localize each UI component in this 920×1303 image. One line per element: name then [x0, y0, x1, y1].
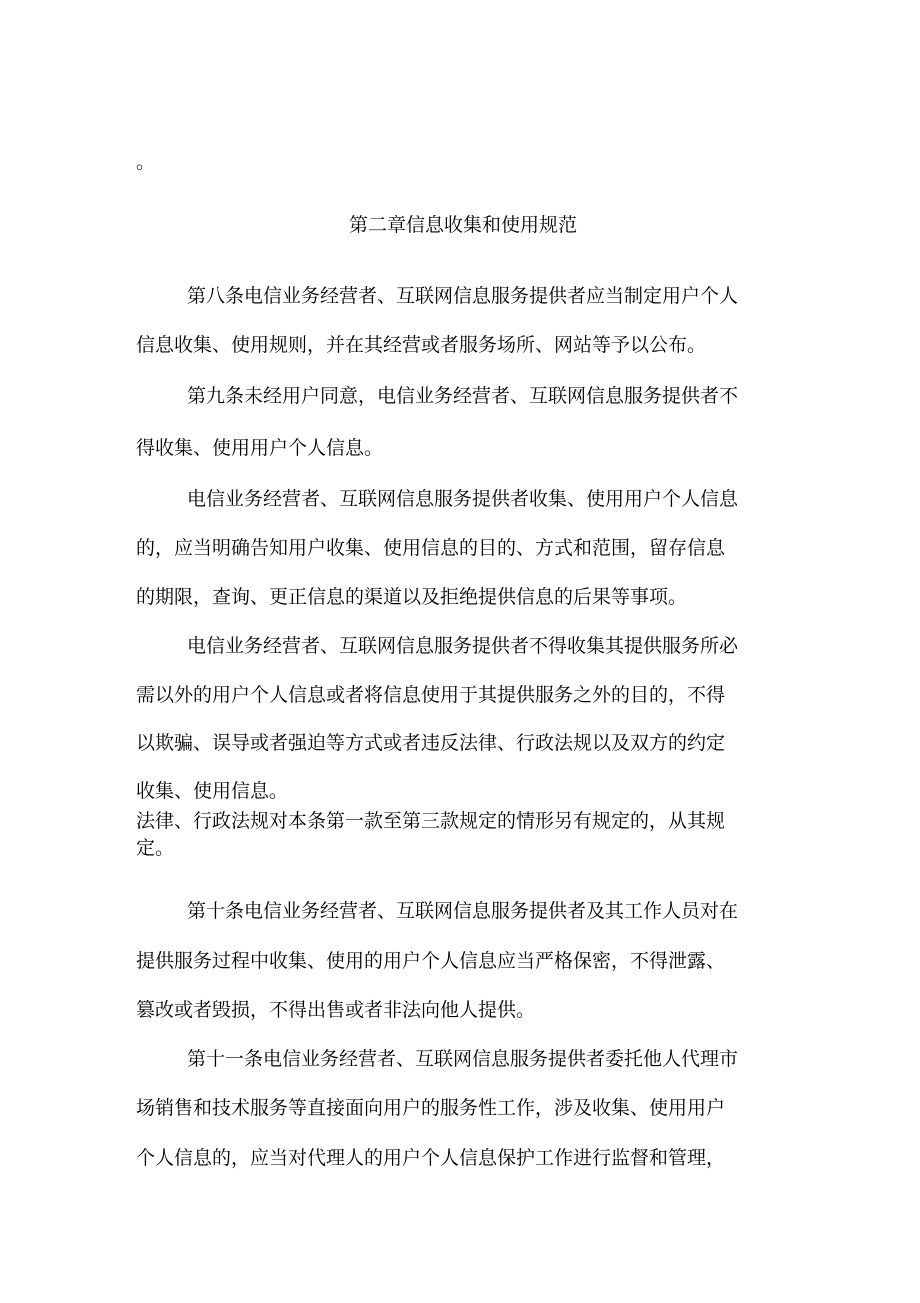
article-9-para2-line-3: 的期限，查询、更正信息的渠道以及拒绝提供信息的后果等事项。	[136, 586, 688, 608]
article-8-line-1: 第八条电信业务经营者、互联网信息服务提供者应当制定用户个人	[187, 285, 739, 307]
article-9-para3-line-3: 以欺骗、误导或者强迫等方式或者违反法律、行政法规以及双方的约定	[136, 732, 726, 754]
article-9-para2-line-2: 的，应当明确告知用户收集、使用信息的目的、方式和范围，留存信息	[136, 537, 726, 559]
article-8-line-2: 信息收集、使用规则，并在其经营或者服务场所、网站等予以公布。	[136, 334, 707, 356]
article-9-para4-line-1: 法律、行政法规对本条第一款至第三款规定的情形另有规定的，从其规	[136, 810, 726, 832]
article-9-para3-line-4: 收集、使用信息。	[136, 780, 289, 802]
article-9-line-1: 第九条未经用户同意，电信业务经营者、互联网信息服务提供者不	[187, 385, 739, 407]
text-fragment: 。	[136, 151, 156, 173]
article-10-line-1: 第十条电信业务经营者、互联网信息服务提供者及其工作人员对在	[187, 900, 739, 922]
article-10-line-3: 篡改或者毁损，不得出售或者非法向他人提供。	[136, 999, 536, 1021]
article-9-para3-line-1: 电信业务经营者、互联网信息服务提供者不得收集其提供服务所必	[187, 635, 739, 657]
article-9-line-2: 得收集、使用用户个人信息。	[136, 437, 384, 459]
chapter-title	[0, 213, 920, 237]
article-11-line-1: 第十一条电信业务经营者、互联网信息服务提供者委托他人代理市	[187, 1048, 739, 1070]
article-9-para3-line-2: 需以外的用户个人信息或者将信息使用于其提供服务之外的目的，不得	[136, 684, 726, 706]
article-9-para4-line-2: 定。	[136, 837, 175, 859]
article-11-line-3: 个人信息的，应当对代理人的用户个人信息保护工作进行监督和管理，	[136, 1147, 726, 1169]
article-10-line-2: 提供服务过程中收集、使用的用户个人信息应当严格保密，不得泄露、	[136, 950, 726, 972]
chapter-title-text: 第二章信息收集和使用规范	[348, 214, 577, 236]
article-11-line-2: 场销售和技术服务等直接面向用户的服务性工作，涉及收集、使用用户	[136, 1097, 726, 1119]
article-9-para2-line-1: 电信业务经营者、互联网信息服务提供者收集、使用用户个人信息	[187, 488, 739, 510]
